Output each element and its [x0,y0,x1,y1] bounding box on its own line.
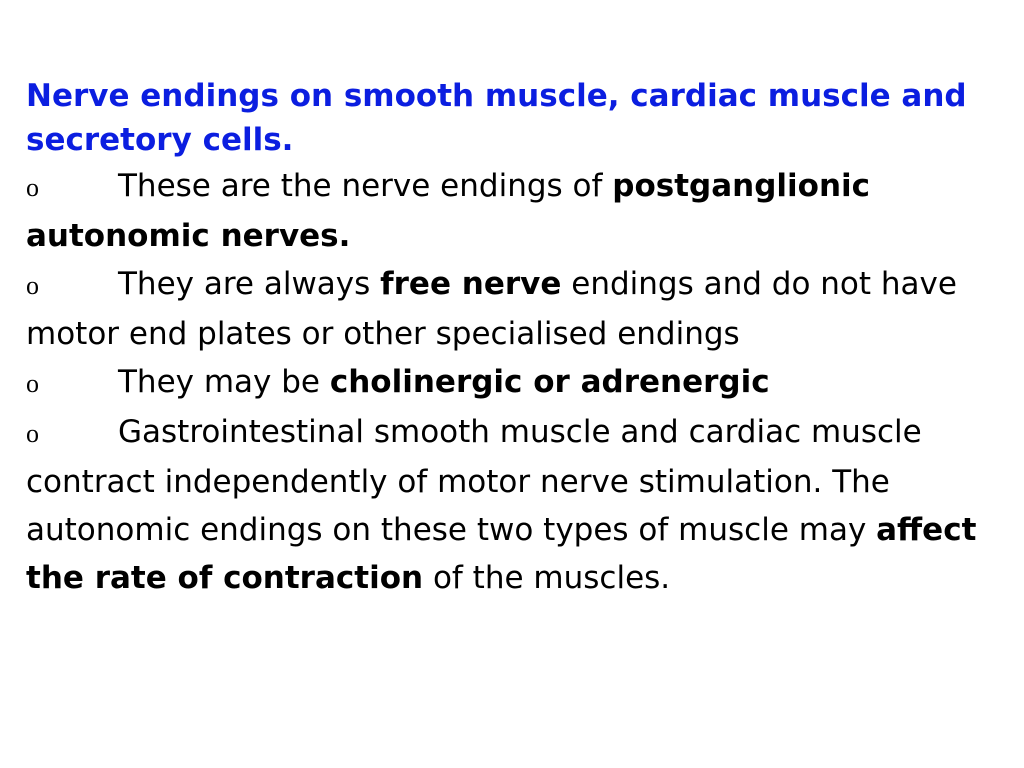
bullet-item [26,162,1006,260]
bullet-text: They are always [118,266,381,302]
bullet-marker: o [26,419,39,448]
bullet-emphasis: cholinergic or adrenergic [329,364,770,400]
bullet-text: Gastrointestinal smooth muscle and cardiac muscle contract independently of motor nerve stimulation. The autonomic endings on these two types of muscle may [26,414,922,548]
bullet-item [26,408,1006,602]
bullet-text: They may be [118,364,330,400]
bullet-marker: o [26,173,39,202]
bullet-marker: o [26,271,39,300]
bullet-text: These are the nerve endings of [118,168,613,204]
bullet-text: of the muscles. [423,560,671,596]
bullet-item [26,260,1006,358]
slide-heading: Nerve endings on smooth muscle, cardiac muscle and secretory cells. [26,78,967,158]
bullet-emphasis: free nerve [380,266,562,302]
bullet-marker: o [26,369,39,398]
bullet-emphasis: affect the rate of contraction [26,512,977,596]
bullet-item [26,358,1006,408]
bullet-emphasis: postganglionic autonomic nerves. [26,168,871,254]
slide-content [26,74,1006,602]
bullet-text: endings and do not have motor end plates or other specialised endings [26,266,957,352]
